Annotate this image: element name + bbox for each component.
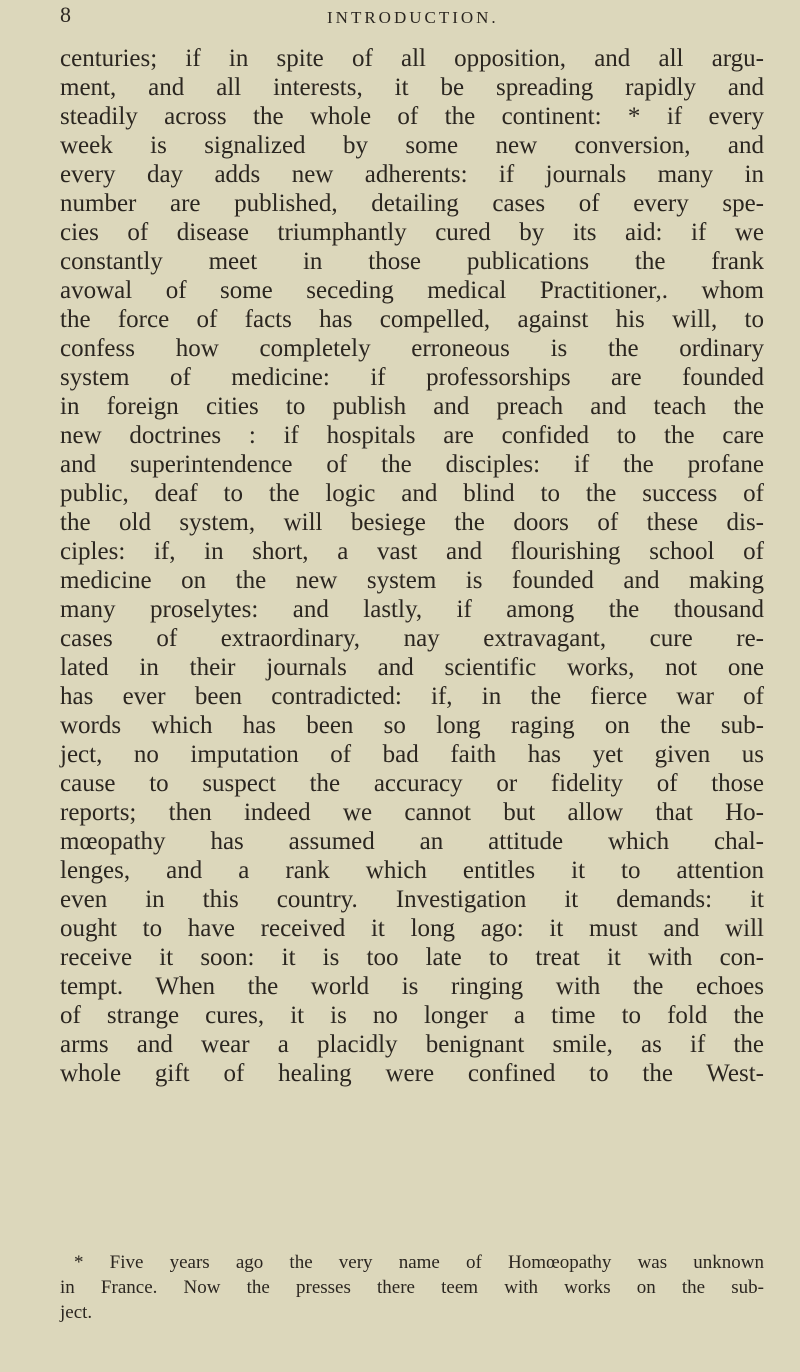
footnote xyxy=(60,1250,764,1325)
body-text xyxy=(60,44,764,1088)
text-line: tempt. When the world is ringing with the echoes xyxy=(60,973,764,1000)
text-line: week is signalized by some new conversion, and xyxy=(60,132,764,159)
running-head: INTRODUCTION. xyxy=(327,8,499,27)
text-line: lenges, and a rank which entitles it to attention xyxy=(60,857,764,884)
footnote-line: in France. Now the presses there teem with works on the sub- xyxy=(60,1277,764,1298)
text-line: constantly meet in those publications the frank xyxy=(60,248,764,275)
text-line: ciples: if, in short, a vast and flourishing school of xyxy=(60,538,764,565)
text-line: centuries; if in spite of all opposition, and all argu- xyxy=(60,45,764,72)
text-line: avowal of some seceding medical Practitioner,. whom xyxy=(60,277,764,304)
text-line: every day adds new adherents: if journals many in xyxy=(60,161,764,188)
text-line: and superintendence of the disciples: if the profane xyxy=(60,451,764,478)
text-line: of strange cures, it is no longer a time to fold the xyxy=(60,1002,764,1029)
text-line: ject, no imputation of bad faith has yet given us xyxy=(60,741,764,768)
text-line: new doctrines : if hospitals are confided to the care xyxy=(60,422,764,449)
text-line: whole gift of healing were confined to the West- xyxy=(60,1060,764,1087)
text-line: number are published, detailing cases of every spe- xyxy=(60,190,764,217)
text-line: in foreign cities to publish and preach and teach the xyxy=(60,393,764,420)
text-line: words which has been so long raging on the sub- xyxy=(60,712,764,739)
text-line: receive it soon: it is too late to treat it with con- xyxy=(60,944,764,971)
text-line: many proselytes: and lastly, if among the thousand xyxy=(60,596,764,623)
text-line: cause to suspect the accuracy or fidelity of those xyxy=(60,770,764,797)
text-line: steadily across the whole of the continent: * if every xyxy=(60,103,764,130)
text-line: system of medicine: if professorships are founded xyxy=(60,364,764,391)
text-line: mœopathy has assumed an attitude which chal- xyxy=(60,828,764,855)
text-line: medicine on the new system is founded and making xyxy=(60,567,764,594)
page-number: 8 xyxy=(60,2,71,27)
text-line: ought to have received it long ago: it must and will xyxy=(60,915,764,942)
footnote-line: * Five years ago the very name of Homœopathy was unknown xyxy=(74,1252,764,1273)
text-line: cies of disease triumphantly cured by its aid: if we xyxy=(60,219,764,246)
text-line: reports; then indeed we cannot but allow that Ho- xyxy=(60,799,764,826)
text-line: ment, and all interests, it be spreading rapidly and xyxy=(60,74,764,101)
text-line: cases of extraordinary, nay extravagant, cure re- xyxy=(60,625,764,652)
text-line: confess how completely erroneous is the ordinary xyxy=(60,335,764,362)
page-header xyxy=(60,2,760,42)
text-line: the force of facts has compelled, against his will, to xyxy=(60,306,764,333)
text-line: the old system, will besiege the doors of these dis- xyxy=(60,509,764,536)
text-line: even in this country. Investigation it demands: it xyxy=(60,886,764,913)
text-line: lated in their journals and scientific works, not one xyxy=(60,654,764,681)
text-line: has ever been contradicted: if, in the fierce war of xyxy=(60,683,764,710)
text-line: public, deaf to the logic and blind to the success of xyxy=(60,480,764,507)
text-line: arms and wear a placidly benignant smile, as if the xyxy=(60,1031,764,1058)
footnote-line: ject. xyxy=(60,1302,93,1323)
